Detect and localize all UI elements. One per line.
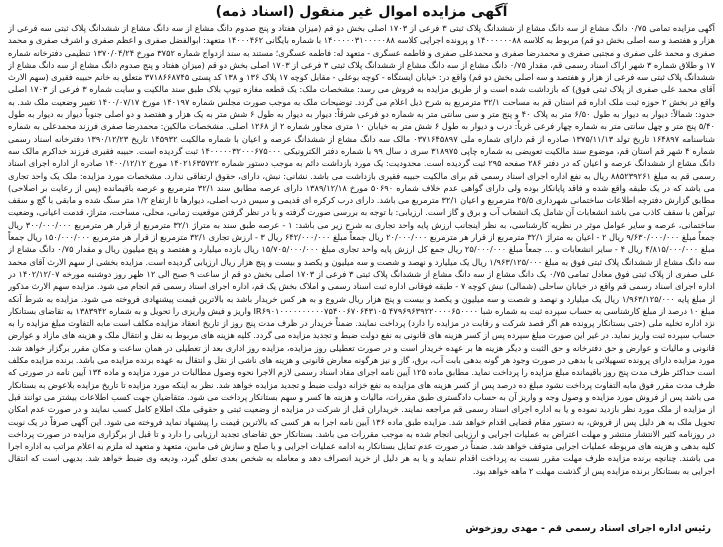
notice-title: آگهی مزایده اموال غیر منقول (اسناد ذمه) (215, 4, 508, 20)
notice-body: آگهی مزایده تمامی ۰/۷۵ دانگ مشاع از سه دانگ مشاع از ششدانگ پلاک ثبتی ۳ فرعی از ۱۷۰۳ اصلی بخش دو قم (میزان هفتاد و پنج صدوم دانگ مشاع از سه دانگ مشاع از ششدانگ پلاک ثبتی سه فرعی از هزار و هفتصد و سه اصلی بخش دو قم) مربوط به کلاسه ۱۴۰۰۰۰۰۰۸۸ و پرونده اجرایی کلاسه ۱۴۰۰۰۰۰۳۱۰۰۰۰۰۸۸ با شماره بایگانی ۱۴۰۰۰۴۶۲ متعهد: ابوالفضل صفری و اعظم صفری و اشرف صفری و محمد صفری و محمد علی صفری و مجتبی صفری و محمدرضا صفری و محمدعلی صفری و فاطمه عسگری - متعهد له: فاطمه عسگری؛ مستند به سند ازدواج شماره ۳۷۵۲ مورخ ۱۳۷۰/۰۴/۲۴ تنظیمی دفترخانه شماره ۱۷ و طلاق شماره ۳ شهر اراک اسناد رسمی قم، مقدار ۰/۷۵ دانگ مشاع از سه دانگ مشاع از ششدانگ پلاک ثبتی ۳ فرعی از ۱۷۰۳ اصلی بخش دو قم (میزان هفتاد و پنج صدوم دانگ مشاع از سه دانگ مشاع از ششدانگ پلاک ثبتی سه فرعی از هزار و هفتصد و سه اصلی بخش دو قم) واقع در: خیابان ایستگاه - کوچه بوعلی - مقابل کوچه ۱۷ پلاک ۱۳۶ و ۱۳۸ کد پستی ۳۷۱۸۶۶۸۷۴۵ متعلق به خانم حبیبه فقیری (سهم الارث آقای محمد علی صفری از پلاک ثبتی فوق) که بازداشت شده است و از طریق مزایده به فروش می رسد: مشخصات ملک: یک قطعه مغازه تیوپ بلاک طبق سند مالکیت و سایت شماره ۳ فرعی از ۱۷۰۳ اصلی واقع در بخش ۲ حوزه ثبت ملک اداره قم استان قم به مساحت ۳۲/۱ مترمربع به شرح ذیل اعلام می گردد. توضیحات ملک به موجب صورت مجلس شماره ۱۴۰۱۹۷ مورخ ۱۴۰۰/۰۷/۱۷ تغییر وضعیت ملک شد. به حدود: شمالاً: دیوار به دیوار به طول ۶/۵۰ متر به پلاک ۴۰ و پنج متر و سی سانتی متر به شماره دو فرعی شرقاً: دیوار به دیوار به طول ۶ شش متر به یک هزار و هفتصد و دو اصلی جنوباً دیوار به دیوار به طول ۵/۴۰ پنج متر و چهل سانتی متر به شماره چهار فرعی غرباً: درب و دیوار به طول ۶ شش متر به خیابان ۱۰ متری مجاور شماره ۲ از ۱۲۶۸ اصلی. مشخصات مالکین: محمدرضا صفری فرزند محمدعلی به شماره شناسنامه ۱۶۴۸۹۷ تاریخ تولد ۱۳۷۵/۱۱/۱۳ صادره از قم دارای شماره ملی ۰۳۷۱۶۴۵۸۹۷ مالک سه دانگ مشاع از ششدانگ عرصه و اعیان با شماره مالکیت ۱۴۵۹۳۲ تاریخ ۱۳۹۰/۱۲/۲۳ دفترخانه اسناد رسمی شماره ۴ شهر قم استان قم، موضوع سند مالکیت تعویضی به شماره چاپی ۳۱۸۹۷۵ سری د سال ۹۹ با شماره دفتر الکترونیکی ۱۴۰۰۰۰۰۳۲۰۰۰۶۷۵۰۰۰ ثبت گردیده است. حبیبه فقیری فرزند خداکرم مالک سه دانگ مشاع از ششدانگ عرصه و اعیان که در دفتر ۲۸۶ صفحه ۲۹۵ ثبت گردیده است. محدودیت: یک مورد بازداشت دائم به موجب دستور شماره ۱۴۰۲۱۶۳۵۷۲۲ مورخ ۱۴۰۰/۱۲/۱۲ صادره از اداره اجرای اسناد رسمی قم به مبلغ ۸۸۵۲۳۹۲۶۱ ریال به نفع اداره اجرای اسناد رسمی قم برای مالکیت حبیبه فقیری بازداشت می باشد. نشانی: نبش، دارای، حقوق ارتفاقی ندارد. مشخصات مورد مزایده: ملک یک واحد تجاری می باشد که در یک طبقه واقع شده و فاقد پایانکار بوده ولی دارای گواهی عدم خلاف شماره ۵۰۶۹۰ مورخ ۱۳۸۹/۱۲/۱۸ دارای عرصه مطابق سند ۳۲/۱ مترمربع و عرصه باقیمانده (پس از رعایت بر اصلاحی) مطابق گزارش دفترچه اطلاعات ساختمانی شهرداری ۲۵/۵ مترمربع و اعیان ۳۲/۱ مترمربع می باشد. دارای درب کرکره ای قدیمی و سیس درب اصلی، دیوارها تا ارتفاع ۱/۲ متر سنگ شده و مابقی با گچ و سقف تیرآهن با سقف کاذب می باشد انشعابات آن شامل یک انشعاب آب و برق و گاز است. ارزیابی: با توجه به بررسی صورت گرفته و با در نظر گرفتن موقعیت زمانی، محلی، مساحت، متراژ، قدمت اعیانی، وضعیت ساختمانی، عرصه و سایر عوامل موثر در نظریه کارشناسی، به نظر اینجانب ارزش پایه واحد تجاری به شرح زیر می باشد: ۱ - عرصه طبق سند به متراژ ۳۲/۱ مترمربع از قرار هر مترمربع ۳۰۰/۰۰۰/۰۰۰ ریال جمعاً مبلغ ۹/۶۳۰/۰۰۰/۰۰۰ ریال ۲ - اعیان به متراژ ۳۲/۱ مترمربع از قرار هر مترمربع ۲۰/۰۰۰/۰۰۰ ریال جمعاً مبلغ ۶۴۲/۰۰۰/۰۰۰ ریال ۳ - ارزش تجاری ۳۲/۱ مترمربع از قرار هر مترمربع ۱۵۰/۰۰۰/۰۰۰ ریال جمعاً مبلغ ۴/۸۱۵/۰۰۰/۰۰۰ ریال ۴ - سایر انشعابات و ... جمعاً مبلغ ۲۵/۰۰۰/۰۰۰ ریال جمع کل ارزش پایه واحد تجاری مبلغ ۱۵/۷۰۵/۰۰۰/۰۰۰ ریال بازده میلیارد و هفتصد و پنج میلیون ریال و مقدار ۰/۷۵ دانگ مشاع از سه دانگ مشاع از ششدانگ پلاک ثبتی فوق به مبلغ ۱/۹۶۳/۱۲۵/۰۰۰ ریال یک میلیارد و نهصد و شصت و سه میلیون و یکصد و بیست و پنج هزار ریال ارزیابی گردیده است. مزایده بخشی از سهم الارث آقای محمد علی صفری از پلاک ثبتی فوق معادل تمامی ۰/۷۵ یک دانگ مشاع از سه دانگ مشاع از ششدانگ پلاک ثبتی ۳ فرعی از ۱۷۰۳ اصلی بخش دو قم از ساعت ۹ صبح الی ۱۲ ظهر روز دوشنبه مورخه ۱۴۰۲/۱۲/۰۷ در اداره اجرای اسناد رسمی قم واقع در خیابان ساحلی (شمالی) نبش کوچه ۷ - طبقه فوقانی اداره ثبت اسناد رسمی و املاک بخش یک قم، اداره اجرای اسناد رسمی قم انجام می شود. مزایده سهم الارث مذکور از مبلغ پایه ۱/۹۶۳/۱۲۵/۰۰۰ ریال یک میلیارد و نهصد و شصت و سه میلیون و یکصد و بیست و پنج هزار ریال شروع و به هر کس خریدار باشد به بالاترین قیمت پیشنهادی فروخته می شود. مزایده به شرط آنکه مبلغ ۱۰ درصد از مبلغ کارشناسی به حساب سپرده ثبت به شماره شبا ۴۷۹۶۹۶۳۹۲۲۰۰۰۰۶۵۰۰۰۰ IR۶۹۰۱۰۰۰۰۰۰۰۰۰۰۷۵۴۰۰۶۷۰۶۴۳۱۰۵ واریز و فیش واریزی را تحویل و به شماره ۱۳۸۳۹۴۲ به تقاضای بستانکار نزد اداره تخلیه ملی (حتی بستانکار پرونده هم اگر قصد شرکت و رقابت در مزایده را دارد) پرداخت نمایند. ضمناً خریدار در ظرف مدت پنج روز از تاریخ انعقاد مزایده مکلف است مابه التفاوت مبلغ مزایده را به حساب سپرده ثبت واریز نماید. در غیر این صورت مبلغ سپرده پس از کسر هزینه های قانونی به نفع دولت ضبط و تجدید مزایده می گردد. کلیه هزینه های مربوط به نقل و انتقال ملک و هزینه های مازاد و عوارض قانونی و مالیات و عوارض و حق دفترخانه و حق الثبت و دیگر هزینه ها بر عهده خریدار است و در صورت تعطیلی روز مزایده، مزایده روز اداری بعد از تعطیلی در همان ساعت و مکان مقرر برگزار خواهد شد. مورد مزایده دارای پرونده تسهیلاتی یا بدهی در صورت وجود هر گونه بدهی بابت آب، برق، گاز و نیز هرگونه معارض قانونی و هزینه های ناشی از نقل و انتقال به عهده برنده مزایده می باشد. برنده مزایده مکلف است حداکثر ظرف مدت پنج روز باقیمانده مبلغ مزایده را پرداخت نماید. مطابق ماده ۱۲۵ آیین نامه اجرای مفاد اسناد رسمی لازم الاجرا نحوه وصول مطالبات در مورد مزایده و ماده ۱۳۴ آیین نامه در صورتی که ظرف مدت مقرر فوق مابه التفاوت پرداخت نشود مبلغ ده درصد پس از کسر هزینه های مزایده به نفع خزانه دولت ضبط و تجدید مزایده خواهد شد. نظر به اینکه مورد مزایده تا تاریخ مزایده بلاعوض به بستانکار می باشد پس از فروش مورد مزایده و وصول وجه و واریز آن به حساب دادگستری طبق مقررات، مالیات و هزینه ها کسر و سهم بستانکار پرداخت می شود. متقاضیان جهت کسب اطلاعات بیشتر می توانند قبل از مزایده از ملک مورد نظر بازدید نموده و یا به اداره اجرای اسناد رسمی قم مراجعه نمایند. خریداران قبل از شرکت در مزایده از وضعیت ثبتی و حقوقی ملک اطلاع کامل کسب نمایند و در صورت عدم امکان تحویل ملک به هر دلیل پس از فروش، به دستور مقام قضایی اقدام خواهد شد. مزایده طبق ماده ۱۳۶ آیین نامه اجرا به هر کسی که بالاترین قیمت را پیشنهاد نماید فروخته می شود. این آگهی صرفاً در یک نوبت در روزنامه کثیر الانتشار منتشر و مهلت اعتراض به عملیات اجرایی و ارزیابی انجام شده به موجب مقررات می باشد. بستانکار حق تقاضای تجدید ارزیابی را دارد و تا قبل از برگزاری مزایده در صورت پرداخت کلیه بدهی و هزینه های مربوطه عملیات اجرایی متوقف خواهد شد. ضمناً در صورت عدم تمایل بستانکار به ادامه عملیات اجرایی و یا صلح و سازش فی مابین، متعهد و متعهد له ملزم به اعلام مراتب به اداره اجرا می باشند. چنانچه برنده مزایده ظرف مهلت مقرر نسبت به پرداخت اقدام ننماید و یا به هر دلیل از خرید انصراف دهد و معامله به شخص بعدی تعلق گیرد، ودیعه وی ضبط خواهد شد. بدیهی است که انتقال اجرایی به بستانکار برنده مزایده پس از گذشت مهلت ۲ ماهه خواهد بود. (8, 23, 715, 476)
notice-signature: رئیس اداره اجرای اسناد رسمی قم - مهدی روزخوش (465, 523, 711, 534)
